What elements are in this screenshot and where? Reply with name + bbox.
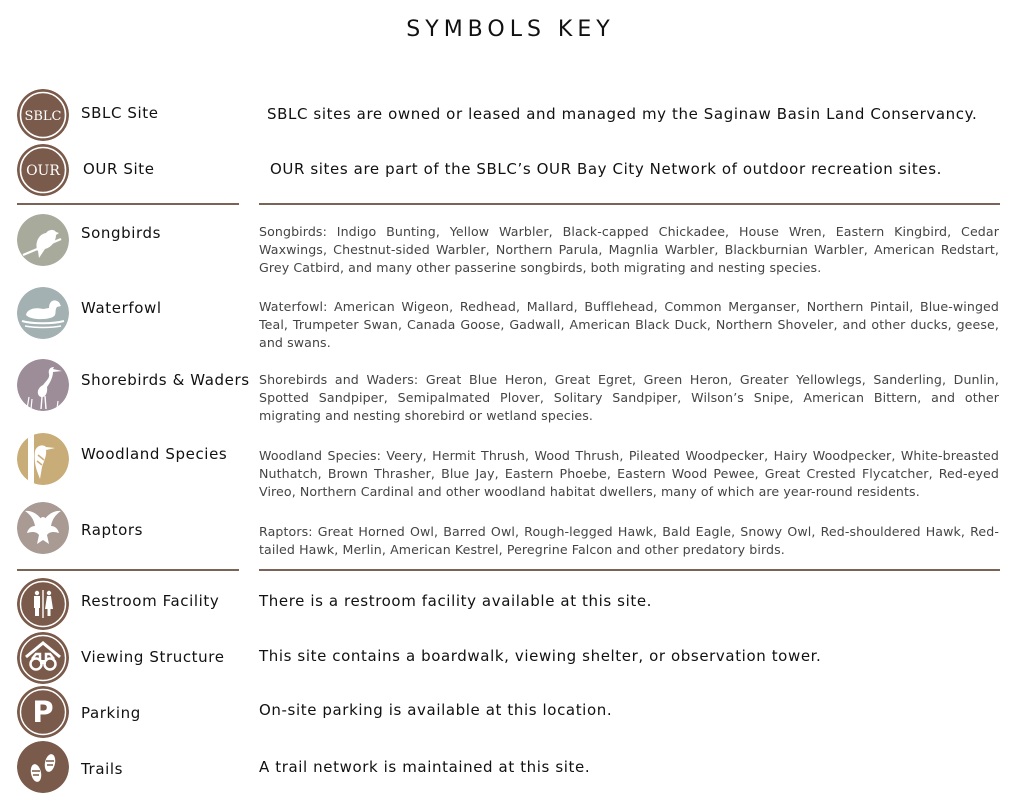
amenity-desc-trails: A trail network is maintained at this site. — [259, 758, 591, 776]
wildlife-desc-woodland: Woodland Species: Veery, Hermit Thrush, Wood Thrush, Pileated Woodpecker, Hairy Woodpecker, White-breasted Nuthatch, Brown Thrasher, Blue Jay, Eastern Phoebe, Eastern Wood Pewee, Great Crested Flycatcher, Red-eyed Vireo, Northern Cardinal and other woodland habitat dwellers, many of which are year-round residents. — [259, 448, 999, 499]
our-badge-icon — [17, 144, 69, 196]
amenity-desc-viewing: This site contains a boardwalk, viewing shelter, or observation tower. — [259, 647, 822, 665]
wildlife-label-shorebirds: Shorebirds & Waders — [81, 371, 250, 389]
amenity-row-parking — [0, 688, 1021, 744]
amenity-row-restroom — [0, 576, 1021, 632]
divider-right-1 — [259, 203, 1000, 205]
site-desc-sblc: SBLC sites are owned or leased and managed my the Saginaw Basin Land Conservancy. — [267, 105, 978, 123]
amenity-label-viewing: Viewing Structure — [81, 648, 225, 666]
amenity-label-restroom: Restroom Facility — [81, 592, 220, 610]
amenity-desc-restroom: There is a restroom facility available at this site. — [259, 592, 653, 610]
amenity-desc-parking: On-site parking is available at this location. — [259, 701, 613, 719]
wildlife-desc-shorebirds: Shorebirds and Waders: Great Blue Heron, Great Egret, Green Heron, Greater Yellowlegs, Sanderling, Dunlin, Spotted Sandpiper, Semipalmated Plover, Solitary Sandpiper, Wilson’s Snipe, American Bittern, and other migrating and nesting shorebird or wetland species. — [259, 372, 999, 423]
wildlife-row-waterfowl — [0, 287, 1021, 351]
amenity-label-parking: Parking — [81, 704, 141, 722]
site-desc-our: OUR sites are part of the SBLC’s OUR Bay City Network of outdoor recreation sites. — [270, 160, 943, 178]
restroom-icon — [17, 578, 69, 630]
site-label-our: OUR Site — [83, 160, 155, 178]
footprints-icon — [17, 741, 69, 793]
divider-right-2 — [259, 569, 1000, 571]
site-row-sblc — [0, 88, 1021, 144]
wildlife-label-waterfowl: Waterfowl — [81, 299, 162, 317]
wildlife-desc-songbirds: Songbirds: Indigo Bunting, Yellow Warbler, Black-capped Chickadee, House Wren, Eastern Kingbird, Cedar Waxwings, Chestnut-sided Warbler, Northern Parula, Magnlia Warbler, Blackburnian Warbler, American Redstart, Grey Catbird, and many other passerine songbirds, both migrating and nesting species. — [259, 224, 999, 275]
parking-icon — [17, 686, 69, 738]
wildlife-desc-raptors: Raptors: Great Horned Owl, Barred Owl, Rough-legged Hawk, Bald Eagle, Snowy Owl, Red-shouldered Hawk, Red-tailed Hawk, Merlin, American Kestrel, Peregrine Falcon and other predatory birds. — [259, 524, 999, 557]
wildlife-row-songbirds — [0, 212, 1021, 276]
wildlife-row-raptors — [0, 501, 1021, 565]
sblc-badge-text: SBLC — [24, 109, 62, 124]
wildlife-label-woodland: Woodland Species — [81, 445, 228, 463]
parking-letter: P — [32, 695, 54, 729]
heron-icon — [17, 359, 69, 411]
page-title: SYMBOLS KEY — [406, 17, 615, 42]
site-label-sblc: SBLC Site — [81, 104, 159, 122]
amenity-row-viewing — [0, 632, 1021, 688]
amenity-row-trails — [0, 744, 1021, 800]
woodpecker-icon — [17, 433, 69, 485]
raptor-icon — [17, 502, 69, 554]
wildlife-row-shorebirds — [0, 359, 1021, 423]
site-row-our — [0, 144, 1021, 200]
divider-left-2 — [17, 569, 239, 571]
wildlife-label-raptors: Raptors — [81, 521, 144, 539]
wildlife-row-woodland — [0, 433, 1021, 497]
amenity-label-trails: Trails — [81, 760, 124, 778]
waterfowl-icon — [17, 287, 69, 339]
sblc-badge-icon — [17, 89, 69, 141]
wildlife-desc-waterfowl: Waterfowl: American Wigeon, Redhead, Mallard, Bufflehead, Common Merganser, Northern Pintail, Blue-winged Teal, Trumpeter Swan, Canada Goose, Gadwall, American Black Duck, Northern Shoveler, and other ducks, geese, and swans. — [259, 299, 999, 350]
our-badge-text: OUR — [26, 163, 60, 179]
wildlife-label-songbirds: Songbirds — [81, 224, 162, 242]
divider-left-1 — [17, 203, 239, 205]
binoculars-shelter-icon — [17, 632, 69, 684]
songbird-icon — [17, 214, 69, 266]
